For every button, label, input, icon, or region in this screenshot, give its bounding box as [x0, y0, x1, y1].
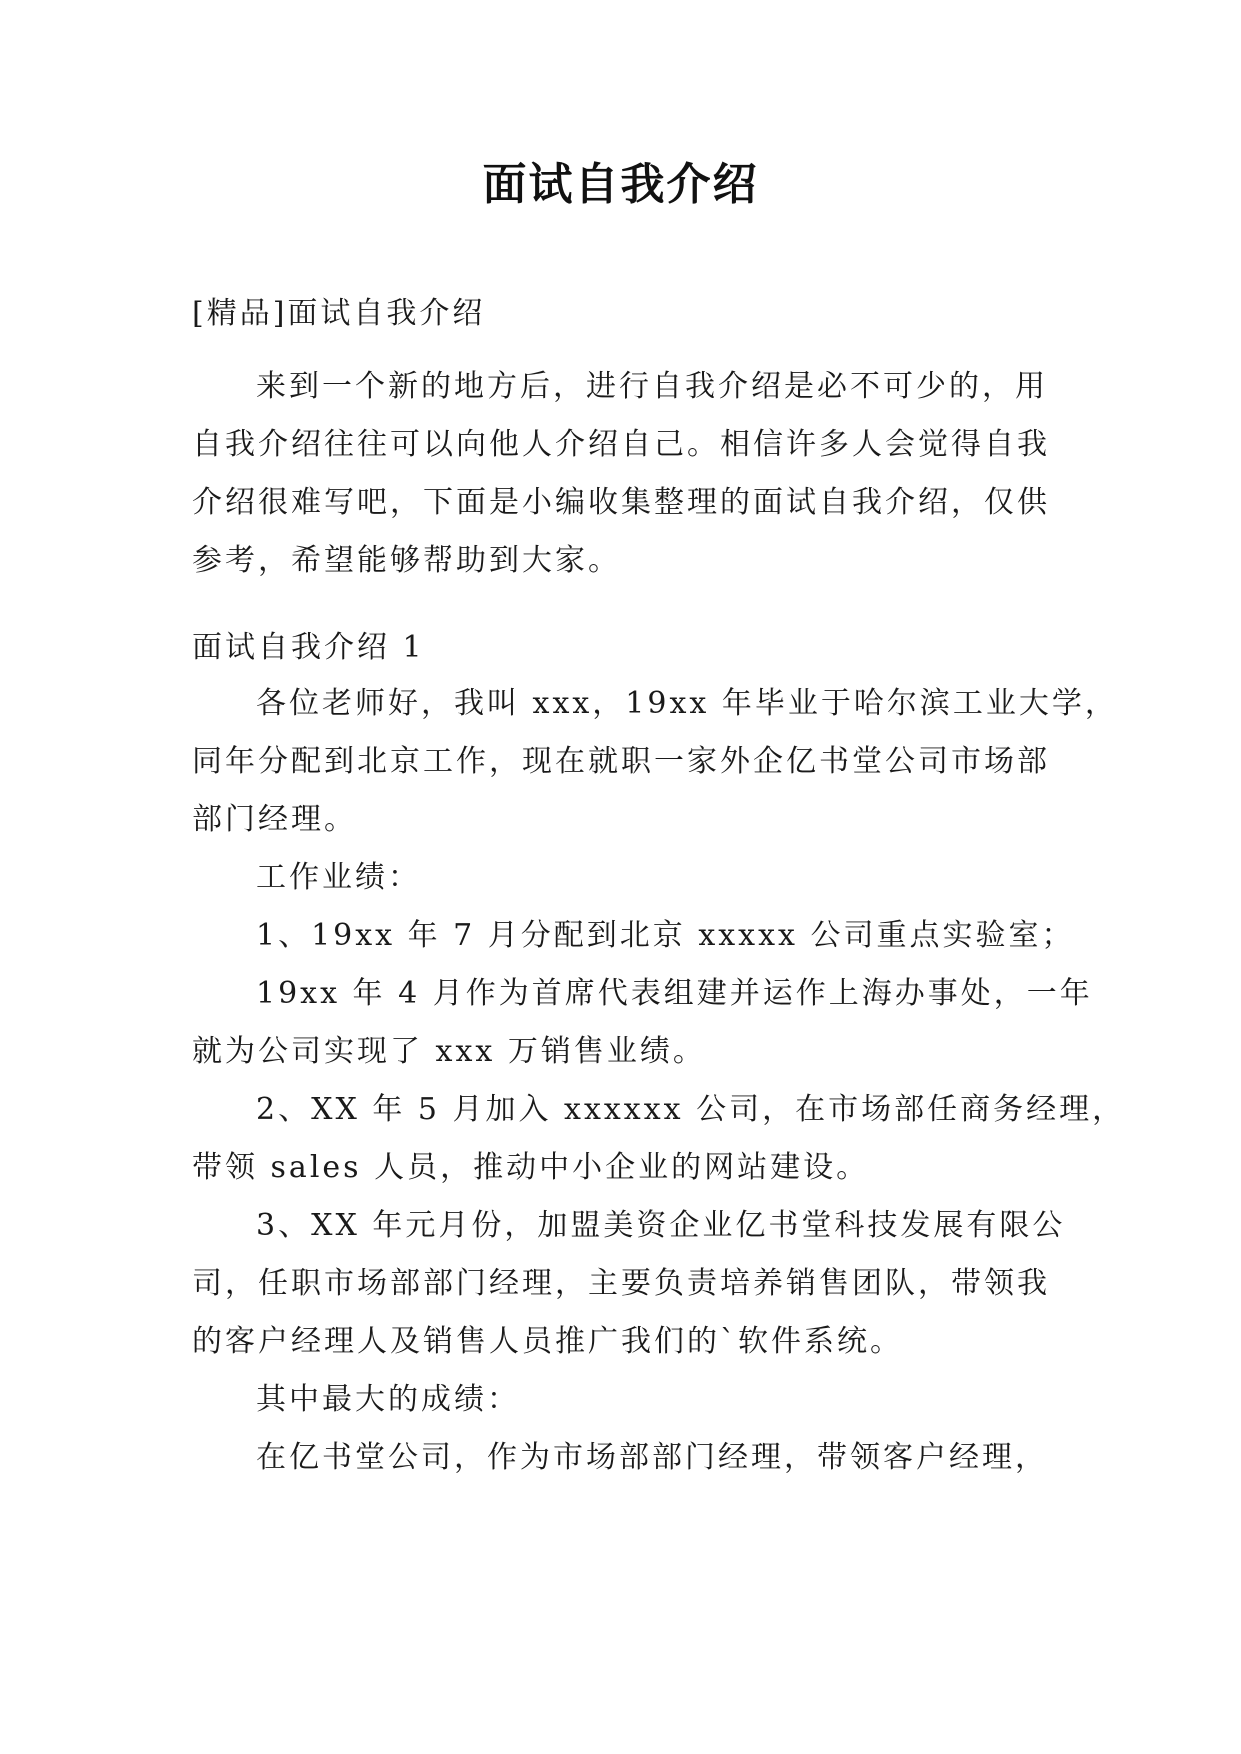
intro-paragraph — [192, 358, 1062, 590]
body-line: 19xx 年 4 月作为首席代表组建并运作上海办事处，一年 — [256, 976, 1093, 1011]
intro-line: 自我介绍往往可以向他人介绍自己。相信许多人会觉得自我 — [192, 427, 1050, 462]
body-line: 其中最大的成绩： — [256, 1382, 520, 1417]
body-line: 3、XX 年元月份，加盟美资企业亿书堂科技发展有限公 — [256, 1208, 1066, 1243]
body-line: 各位老师好，我叫 xxx，19xx 年毕业于哈尔滨工业大学， — [256, 686, 1118, 721]
body-line: 2、XX 年 5 月加入 xxxxxx 公司，在市场部任商务经理， — [256, 1092, 1126, 1127]
intro-line: 介绍很难写吧，下面是小编收集整理的面试自我介绍，仅供 — [192, 485, 1050, 520]
intro-line: 来到一个新的地方后，进行自我介绍是必不可少的，用 — [256, 369, 1048, 404]
body-line: 1、19xx 年 7 月分配到北京 xxxxx 公司重点实验室； — [256, 918, 1075, 953]
body-line: 就为公司实现了 xxx 万销售业绩。 — [192, 1034, 706, 1069]
body-line: 部门经理。 — [192, 802, 357, 837]
body-text — [192, 675, 1126, 1487]
body-line: 的客户经理人及销售人员推广我们的`软件系统。 — [192, 1324, 903, 1359]
body-line: 带领 sales 人员，推动中小企业的网站建设。 — [192, 1150, 870, 1185]
intro-line: 参考，希望能够帮助到大家。 — [192, 543, 621, 578]
body-line: 工作业绩： — [256, 860, 421, 895]
body-line: 司，任职市场部部门经理，主要负责培养销售团队，带领我 — [192, 1266, 1050, 1301]
document-title: 面试自我介绍 — [482, 159, 759, 210]
section-heading: 面试自我介绍 1 — [192, 630, 425, 665]
body-line: 在亿书堂公司，作为市场部部门经理，带领客户经理， — [256, 1440, 1048, 1475]
document-subtitle: [精品]面试自我介绍 — [192, 296, 486, 331]
body-line: 同年分配到北京工作，现在就职一家外企亿书堂公司市场部 — [192, 744, 1050, 779]
